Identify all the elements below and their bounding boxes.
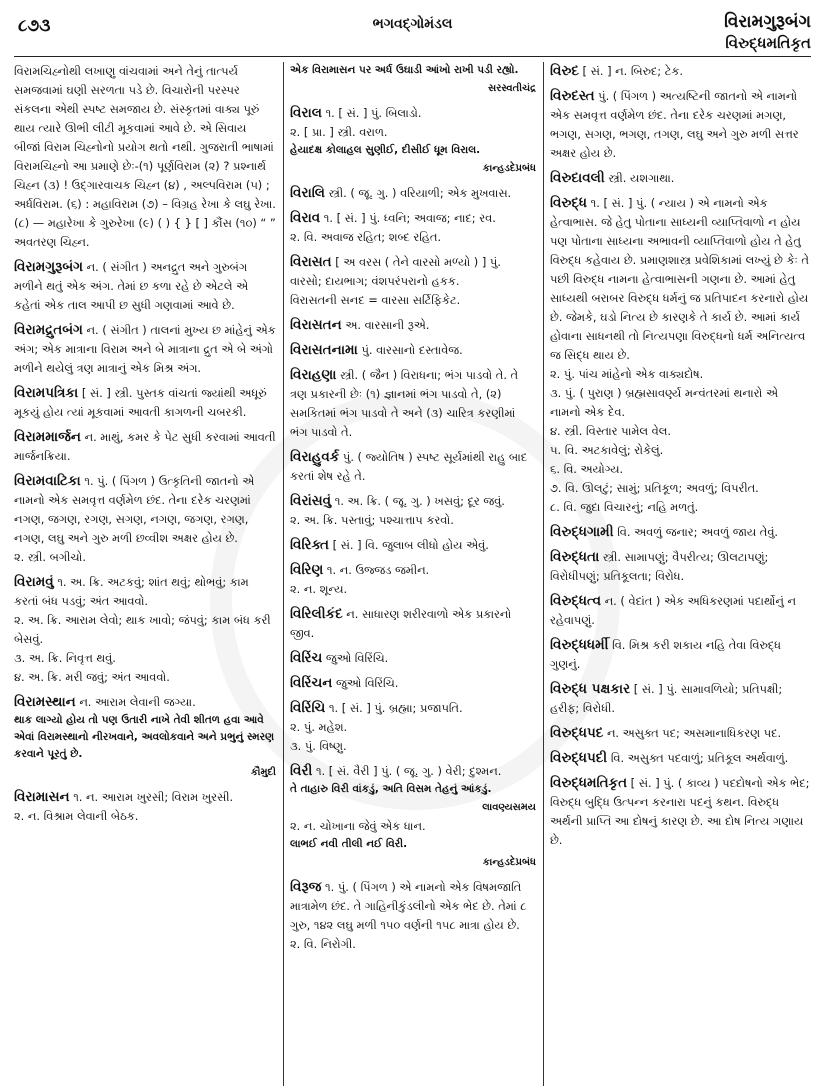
headword: વિરિંચન	[290, 675, 333, 691]
definition: ૧. પું. ( પિંગળ ) ઉત્કૃતિની જાતનો એ નામનો એક સમવૃત્ત વર્ણમેળ છંદ. તેના દરેક ચરણમાં નગણ, જગણ, રગણ, સગણ, નગણ, જગણ, રગણ, નગણ, લઘુ અને ગુરુ મળી છવ્વીશ અક્ષર હોય છે.	[14, 474, 255, 545]
headword: વિરાસત	[290, 254, 332, 270]
definition: ૧. [ સં. ] પું. બિલાડો.	[325, 106, 422, 120]
dictionary-entry	[14, 573, 276, 687]
headword: વિરાસતનામા	[290, 342, 358, 358]
definition: ન. આરામ લેવાની જગ્યા.	[79, 695, 196, 709]
definition: સ્ત્રી. ( જૈન ) વિરાધના; ભંગ પાડવો તે. તે ત્રણ પ્રકારની છેઃ (૧) જ્ઞાનમાં ભંગ પાડવો તે, (૨) સમકિતમાં ભંગ પાડવો તે અને (૩) ચારિત્ર કરણીમાં ભંગ પાડવો તે.	[290, 368, 519, 439]
definition: વિ. અસુક્ત પદવાળું; પ્રતિકૂલ અર્થવાળું.	[610, 751, 789, 765]
sense: ૮. વિ. જુદા વિચારનું; નહિ મળતું.	[550, 500, 699, 514]
dictionary-entry	[14, 62, 276, 252]
dictionary-entry	[290, 341, 536, 360]
dictionary-entry	[550, 749, 812, 768]
definition: ૧. અ. ક્રિ. ( જૂ. ગુ. ) ખસવું; દૂર જવું.	[334, 494, 505, 508]
guide-word-first: વિરામગુરૂબંગ	[724, 12, 811, 32]
definition: ૧. પું. ( પિંગળ ) એ નામનો એક વિષમજાતિ માત્રામેળ છંદ. તે ગાહિનીકુંડલીનો એક ભેદ છે. તેમાં ૮ ગુરુ, ૧૪૨ લઘુ મળી ૧૫૦ વર્ણની ૧૫૮ માત્રા હોય છે.	[290, 880, 527, 932]
quote-source: લાવણ્યસમય	[482, 802, 536, 813]
dictionary-entry	[290, 253, 536, 310]
headword: વિરામવાટિકા	[14, 473, 81, 489]
quote-source: કાન્હડદેપ્રબંધ	[482, 857, 536, 868]
definition: સ્ત્રી. ( જૂ. ગુ. ) વરિયાળી; એક મુખવાસ.	[328, 186, 512, 200]
guide-word-last: વિરુદ્ધમતિકૃત	[725, 34, 811, 52]
headword: વિરિલીકંદ	[290, 606, 343, 622]
headword: વિરુદાવલી	[550, 170, 605, 186]
headword: વિરાસતન	[290, 317, 342, 333]
headword: વિરુદ્ધત્વ	[550, 593, 602, 609]
definition: ન. ( સંગીત ) તાલનાં મુખ્ય છ માંહેનું એક અંગ; એક માત્રાના વિરામ અને બે માત્રાના દ્રુત એ બે અંગો મળીને થયેલું ત્રણ માત્રાનું એક મિશ્ર અંગ.	[14, 323, 276, 375]
column-middle	[290, 62, 536, 1086]
definition: વિ. અવળું જનાર; અવળું જાય તેવું.	[617, 525, 779, 539]
sense: ૨. પું. પાંચ માંહેનો એક વાક્યદોષ.	[550, 367, 704, 381]
dictionary-entry	[290, 762, 536, 872]
definition: ૧. અ. ક્રિ. અટકવું; શાંત થવું; થોભવું; કામ કરતાં બંધ પડવું; અંત આવવો.	[14, 575, 249, 608]
page-header	[0, 0, 825, 58]
quote-source: સરસ્વતીચંદ્ર	[488, 83, 536, 94]
definition: ન. ( સંગીત ) અનદ્રુત અને ગુરુબંગ મળીને થતું એક અંગ. તેમાં છ કળા રહે છે એટલે એ કહેતાં એક તાલ આપી છ સુધી ગણવામાં આવે છે.	[14, 260, 249, 312]
dictionary-entry	[290, 316, 536, 335]
dictionary-entry	[14, 428, 276, 466]
headword: વિરી	[290, 763, 313, 779]
headword: વિરુદ્ધપદ	[550, 725, 604, 741]
column-separator	[283, 62, 284, 1086]
dictionary-entry	[290, 878, 536, 954]
sense: ૪. સ્ત્રી. વિસ્તાર પામેલ વેલ.	[550, 424, 671, 438]
sense: ૨. ન. શૂન્ય.	[290, 582, 348, 596]
dictionary-entry	[290, 62, 536, 98]
definition: ૧. [ સં. ] પું. બ્રહ્મા; પ્રજાપતિ.	[328, 701, 463, 715]
definition: જુઓ વિરિંચિ.	[335, 676, 399, 690]
definition: જુઓ વિરિંચિ.	[325, 651, 389, 665]
example-quote: લાભઈ નવી તીલી નઈ વિરી.	[290, 838, 408, 850]
sense: ૨. ન. ચોખાના જેવું એક ધાન.	[290, 819, 426, 833]
definition: ૧. [ સં. ] પું. ધ્વનિ; અવાજ; નાદ; રવ.	[323, 211, 496, 225]
example-quote: તે તાહારુ વિરી વાંકડું, અતિ વિસમ તેહનું આંકડું.	[290, 783, 492, 795]
headword: વિરાંસવું	[290, 493, 332, 509]
definition: વિરામચિહ્નોથી લખાણુ વાંચવામાં અને તેનું તાત્પર્ય સમજવામાં ઘણી સરળતા પડે છે. વિચારોની પરસ્પર સંકલના એથી સ્પષ્ટ સમજાય છે. સંસ્કૃતમાં વાક્ય પૂરું થાય ત્યારે ઊભી લીટી મૂકવામાં આવે છે. એ સિવાય બીજાં વિરામ ચિહ્નોનો પ્રયોગ થતો નથી. ગુજરાતી ભાષામાં વિરામચિહ્નો આ પ્રમાણે છેઃ-(૧) પૂર્ણવિરામ (૨) ? પ્રશ્નાર્થ ચિહ્ન (૩) ! ઉદ્ગારવાચક ચિહ્ન (૪) , અલ્પવિરામ (૫) ; અર્ધવિરામ. (૬) : મહાવિરામ (૭) – વિગ્રહ રેખા કે લઘુ રેખા. (૮) — મહારેખા કે ગુરુરેખા (૯) ( ) { } [ ] કૌંસ (૧૦) “ ” અવતરણ ચિહ્ન.	[14, 64, 276, 249]
sense: ૨. પું. મહેશ.	[290, 720, 348, 734]
dictionary-entry	[290, 448, 536, 486]
headword: વિરાહુવર્ક	[290, 449, 340, 465]
headword: વિરાલિ	[290, 185, 326, 201]
headword: વિરિક્ત	[290, 537, 329, 553]
definition: વિ. મિશ્ર કરી શકાય નહિ તેવા વિરુદ્ધ ગુણનું.	[550, 638, 781, 671]
headword: વિરિણ	[290, 562, 324, 578]
headword: વિરુદ્ધગામી	[550, 524, 614, 540]
definition: પું. ( પિંગળ ) અત્યષ્ટિની જાતનો એ નામનો એક સમવૃત્ત વર્ણમેળ છંદ. તેના દરેક ચરણમાં મગણ, ભગણ, સગણ, ભગણ, તગણ, લઘુ અને ગુરુ મળી સત્તર અક્ષર હોય છે.	[550, 89, 799, 160]
headword: વિરામાસન	[14, 789, 70, 805]
dictionary-entry	[550, 548, 812, 586]
sense: ૬. વિ. અયોગ્ય.	[550, 462, 624, 476]
headword: વિરામવું	[14, 574, 54, 590]
headword: વિરુદસ્ત	[550, 88, 595, 104]
dictionary-entry	[550, 62, 812, 81]
sense: ૩. પું. ( પુરાણ ) બ્રહ્મસાવર્ણ્ય મન્વંતરમાં થનારો એ નામનો એક દેવ.	[550, 386, 778, 419]
definition: સ્ત્રી. સામાપણું; વૈપરીત્ય; ઊલટાપણું; વિરોધીપણું; પ્રતિકૂલતા; વિરોધ.	[550, 550, 769, 583]
headword: વિરાવ	[290, 210, 321, 226]
headword: વિરામસ્થાન	[14, 694, 76, 710]
dictionary-entry	[290, 104, 536, 178]
definition: સ્ત્રી. યશગાથા.	[608, 171, 675, 185]
definition: પું. વારસાનો દસ્તાવેજ.	[361, 343, 463, 357]
definition: ન. માથું, કમર કે પેટ સુધી કરવામાં આવતી માર્જનક્રિયા.	[14, 430, 276, 463]
page-title: ભગવદ્ગોમંડલ	[372, 16, 453, 32]
dictionary-entry	[550, 636, 812, 674]
column-right	[550, 62, 812, 1086]
dictionary-entry	[14, 321, 276, 378]
sense: ૨. સ્ત્રી. બગીચો.	[14, 550, 86, 564]
dictionary-entry	[14, 384, 276, 422]
definition: [ સં. ] ન. બિરુદ; ટેક.	[582, 64, 684, 78]
definition: ૧. [ સં. ] પું. ( ન્યાય ) એ નામનો એક હેત્વાભાસ. જે હેતુ પોતાના સાધ્યની વ્યાપ્તિવાળો ન હોય પણ પોતાના સાધ્યના અભાવની વ્યાપ્તિવાળો હોય તે હેતુ વિરુદ્ધ કહેવાય છે. પ્રમાણશાસ્ત્ર પ્રવેશિકામાં લખ્યું છે કેઃ તે પછી વિરુદ્ધ નામના હેત્વાભાસની ગણના છે. આમાં હેતુ સાધ્યથી બરાબર વિરુદ્ધ ધર્મનું જ પ્રતિપાદન કરનારો હોય છે. જેમકે, ઘડો નિત્ય છે કારણકે તે કાર્ય છે. આમાં કાર્ય હોવાના સાધનથી તો નિત્યપણા વિરુદ્ધનો ધર્મ અનિત્યત્વ જ સિદ્ધ થાય છે.	[550, 196, 809, 362]
definition: [ સં. ] પું. ( કાવ્ય ) પદદોષનો એક ભેદ; વિરુદ્ધ બુદ્ધિ ઉત્પન્ન કરનારા પદનું કથન. વિરુદ્ધ અર્થની પ્રાપ્તિ આ દોષનું કારણ છે. આ દોષ નિત્ય ગણાય છે.	[550, 776, 810, 847]
example-quote: એક વિરામાસન પર અર્ધ ઉઘાડી આંખો રાખી પડી રહ્યો.	[290, 64, 519, 76]
column-separator	[543, 62, 544, 1086]
headword: વિરાહણા	[290, 367, 337, 383]
definition: ૧. [ સં. વૈરી ] પું. ( જૂ. ગુ. ) વેરી; દુશ્મન.	[315, 764, 502, 778]
definition: [ સં. ] વિ. જુલાબ લીધો હોય એવું.	[332, 538, 489, 552]
sense: વિરાસતની સનદ = વારસા સર્ટિફિકેટ.	[290, 293, 461, 307]
headword: વિરામગુરૂબંગ	[14, 259, 84, 275]
quote-source: કાન્હડદેપ્રબંધ	[482, 163, 536, 174]
definition: [ અ વરસ ( તેને વારસો મળ્યો ) ] પું. વારસો; દાયભાગ; વંશપરંપરાનો હકક.	[290, 255, 501, 288]
definition: ન. અસુક્ત પદ; અસમાનાધિકરણ પદ.	[606, 726, 782, 740]
headword: વિરુદ્ધમતિકૃત	[550, 775, 628, 791]
page-number: ૮૭૩	[18, 16, 51, 36]
dictionary-entry	[550, 523, 812, 542]
sense: ૫. વિ. અટકાવેલું; રોકેલું.	[550, 443, 664, 457]
dictionary-entry	[290, 536, 536, 555]
headword: વિરુદ્ધપદી	[550, 750, 608, 766]
dictionary-entry	[290, 366, 536, 442]
headword: વિરામમાર્જન	[14, 429, 81, 445]
headword: વિરુદ્ધ	[550, 195, 588, 211]
column-left	[14, 62, 276, 1086]
sense: ૭. વિ. ઊલટું; સામું; પ્રતિકૂળ; અવળું; વિપરીત.	[550, 481, 759, 495]
headword: વિરુદ્ધધર્મી	[550, 637, 609, 653]
dictionary-entry	[550, 680, 812, 718]
dictionary-entry	[550, 169, 812, 188]
headword: વિરૂજ	[290, 879, 322, 895]
sense: ૨. ન. વિશ્રામ લેવાની બેઠક.	[14, 809, 139, 823]
dictionary-entry	[290, 492, 536, 530]
sense: ૪. અ. ક્રિ. મરી જવું; અંત આવવો.	[14, 670, 170, 684]
definition: ૧. ન. આરામ ખુરસી; વિરામ ખુરસી.	[73, 790, 234, 804]
headword: વિરામપત્રિકા	[14, 385, 79, 401]
dictionary-entry	[550, 774, 812, 850]
sense: ૩. અ. ક્રિ. નિવૃત્ત થવું.	[14, 651, 116, 665]
dictionary-entry	[14, 472, 276, 567]
dictionary-entry	[550, 87, 812, 163]
headword: વિરિંચિ	[290, 700, 326, 716]
definition: ન. ( વેદાંત ) એક અધિકરણમાં પદાર્થોનું ન રહેવાપણું.	[550, 594, 797, 627]
sense: ૨. [ પ્રા. ] સ્ત્રી. વરાળ.	[290, 125, 388, 139]
dictionary-entry	[14, 788, 276, 826]
dictionary-entry	[290, 209, 536, 247]
dictionary-entry	[290, 699, 536, 756]
definition: પું. ( જ્યોતિષ ) સ્પષ્ટ સૂર્યમાંથી રાહુ બાદ કરતાં શેષ રહે તે.	[290, 450, 528, 483]
example-quote: થાક લાગ્યો હોય તો પણ ઉતારી નાખે તેવી શીતળ હવા આવે એવાં વિરામસ્થાનો નીરખવાને, અવલોકવાને અને પ્રભુનું સ્મરણ કરવાને પૂરતું છે.	[14, 714, 275, 760]
dictionary-entry	[290, 184, 536, 203]
dictionary-entry	[290, 649, 536, 668]
headword: વિરુદ	[550, 63, 579, 79]
sense: ૨. અ. ક્રિ. આરામ લેવો; થાક ખાવો; જંપવું; કામ બંધ કરી બેસવું.	[14, 613, 271, 646]
dictionary-entry	[290, 674, 536, 693]
headword: વિરાલ	[290, 105, 322, 121]
definition: ૧. ન. ઉજ્જડ જમીન.	[326, 563, 430, 577]
dictionary-entry	[290, 605, 536, 643]
dictionary-entry	[14, 693, 276, 782]
dictionary-entry	[14, 258, 276, 315]
quote-source: કૌમુદી	[250, 767, 276, 778]
headword: વિરિંચ	[290, 650, 323, 666]
sense: ૨. અ. ક્રિ. પસ્તાવું; પશ્ચાત્તાપ કરવો.	[290, 513, 454, 527]
sense: ૨. વિ. નિરોગી.	[290, 937, 356, 951]
dictionary-entry	[550, 724, 812, 743]
headword: વિરામદ્રુતબંગ	[14, 322, 83, 338]
sense: ૩. પું. વિષ્ણુ.	[290, 739, 347, 753]
headword: વિરુદ્ધ પક્ષકાર	[550, 681, 631, 697]
sense: ૨. વિ. અવાજ રહિત; શબ્દ રહિત.	[290, 230, 442, 244]
example-quote: હેયાદક્ષ કોલાહલ સુણીઈ, દીસીઈ ધૂમ વિરાલ.	[290, 144, 481, 156]
dictionary-entry	[550, 194, 812, 517]
definition: [ સં. ] પું. સામાવળિયો; પ્રતિપક્ષી; હરીફ; વિરોધી.	[550, 682, 783, 715]
header-rule	[14, 56, 811, 57]
headword: વિરુદ્ધતા	[550, 549, 600, 565]
definition: [ સં. ] સ્ત્રી. પુસ્તક વાંચતાં જ્યાંથી અધૂરું મૂકયું હોય ત્યાં મૂકવામાં આવતી કાગળની ચબરકી.	[14, 386, 267, 419]
dictionary-entry	[550, 592, 812, 630]
dictionary-entry	[290, 561, 536, 599]
definition: અ. વારસાની રૂએ.	[345, 318, 430, 332]
definition: ન. સાધારણ શરીરવાળો એક પ્રકારનો જીવ.	[290, 607, 512, 640]
